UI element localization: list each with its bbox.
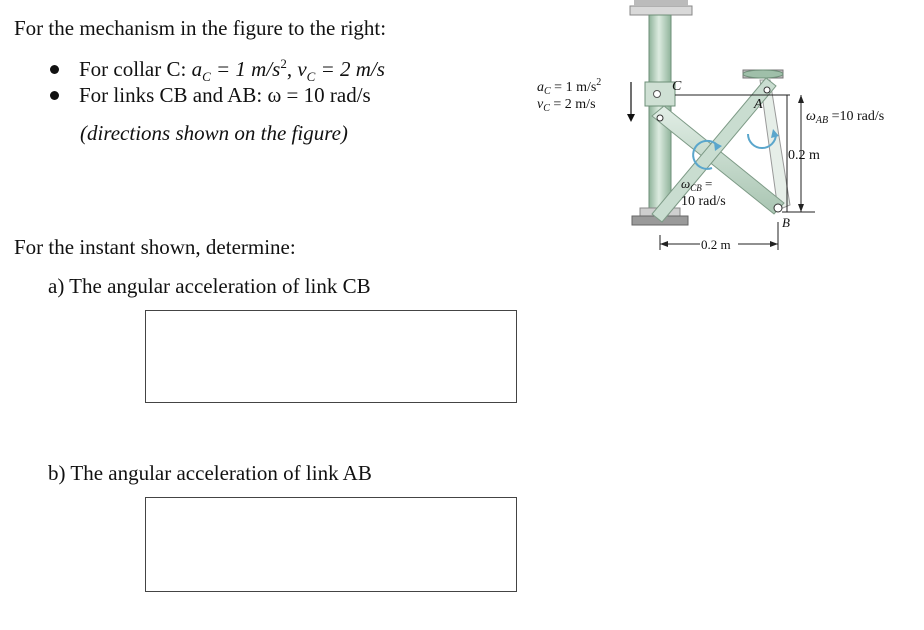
point-a-label: A [754, 97, 763, 112]
pin-c [657, 115, 663, 121]
problem-intro: For the mechanism in the figure to the right: [14, 16, 387, 40]
bullet-collar-c: For collar C: $a_C = 1$ $m/s^2$, $v_C = 2$ m/s [50, 56, 385, 85]
answer-box-a[interactable] [145, 310, 517, 403]
determine-heading: For the instant shown, determine: [14, 235, 296, 259]
ceiling-mount [630, 0, 692, 15]
dim-vertical-label: 0.2 m [788, 148, 820, 163]
fig-ac-label: $a_C = 1$ $m/s^2$ [537, 77, 602, 97]
down-arrow-icon [627, 114, 635, 122]
collar-c [645, 82, 675, 106]
question-a: a) The angular acceleration of link CB [48, 274, 371, 298]
question-b: b) The angular acceleration of link AB [48, 461, 372, 485]
fig-wcb-label-2: 10 rad/s [681, 194, 726, 209]
answer-box-b[interactable] [145, 497, 517, 592]
support-a [743, 70, 783, 78]
point-b-label: B [782, 215, 790, 230]
bullet-dot [50, 65, 59, 74]
fig-vc-label: $v_C = 2$ m/s [537, 97, 596, 114]
bullet-dot [50, 91, 59, 100]
directions-note: (directions shown on the figure) [80, 121, 348, 145]
point-c-label: C [672, 79, 682, 94]
dim-horizontal-label: 0.2 m [701, 237, 731, 252]
pin-a [764, 87, 770, 93]
fig-wab-label: $\omega_{AB} =10$ rad/s [806, 109, 885, 126]
mechanism-figure [520, 0, 924, 270]
fig-wcb-label-1: $\omega_{CB}$ = [681, 176, 713, 193]
pin-b [774, 204, 782, 212]
bullet-links: For links CB and AB: ω = 10 rad/s [50, 83, 371, 108]
